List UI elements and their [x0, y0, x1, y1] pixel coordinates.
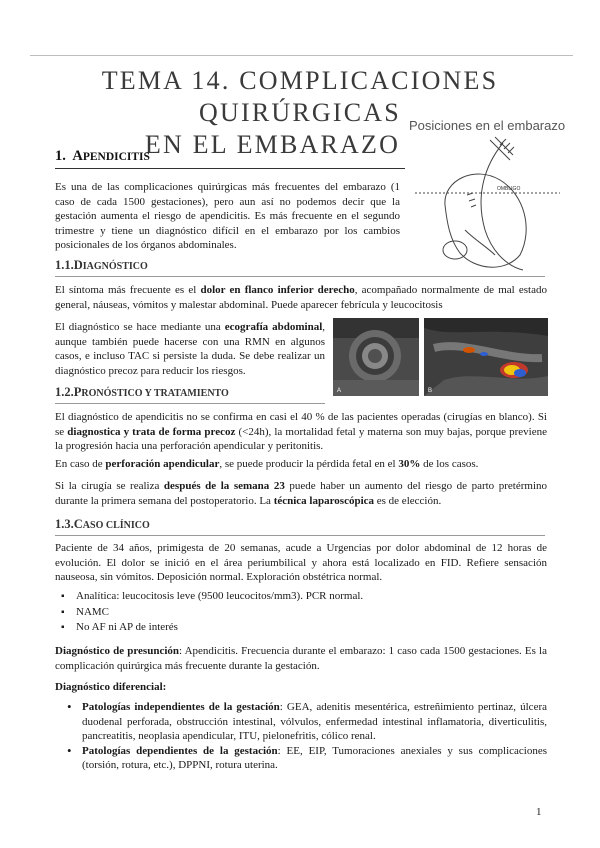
ultrasound-image-a — [333, 318, 419, 396]
section-rule — [55, 168, 405, 169]
ultrasound-label-a: A — [337, 388, 342, 394]
subsection-number: 1.1. — [55, 258, 74, 272]
title-line-1: TEMA 14. COMPLICACIONES QUIRÚRGICAS — [101, 66, 499, 127]
intro-paragraph: Es una de las complicaciones quirúrgicas más frecuentes del embarazo (1 caso de cada 1500 gestaciones), pero aun así no podemos decir que la gestación aumenta el riesgo de apendicitis. Es más frecuente en el segundo trimestre y tiene un diagnóstico difícil en el embarazo por los cambios posicionales de los órganos abdominales. — [55, 181, 400, 252]
presuncion-paragraph: Diagnóstico de presunción: Apendicitis. Frecuencia durante el embarazo: 1 caso cada 1500 gestaciones. Es la complicación quirúrgica más frecuente durante la gestación. — [55, 645, 547, 672]
subsection-initial: D — [73, 258, 83, 272]
subsection-rest: RONÓSTICO Y TRATAMIENTO — [81, 388, 229, 399]
pregnancy-position-diagram — [415, 135, 560, 275]
ultrasound-label-b: B — [428, 388, 433, 394]
pronostico-paragraph-2: En caso de perforación apendicular, se puede producir la pérdida fetal en el 30% de los casos. — [55, 458, 479, 470]
list-item: ▪ NAMC — [76, 605, 363, 621]
diagnostico-paragraph-2: El diagnóstico se hace mediante una ecografía abdominal, aunque también puede hacerse con una RMN en algunos casos, e incluso TAC si persiste la duda. Se debe realizar un diagnóstico precoz para reducir los riesgos. — [55, 321, 326, 377]
subsection-number: 1.3. — [55, 517, 74, 531]
subsection-heading-pronostico — [55, 385, 229, 400]
subsection-rule — [55, 276, 545, 277]
ultrasound-image-b — [424, 318, 548, 396]
section-heading-apendicitis — [55, 148, 150, 165]
pronostico-paragraph-1: El diagnóstico de apendicitis no se confirma en casi el 40 % de las pacientes operadas (cirugías en blanco). Si se diagnostica y trata de forma precoz (<24h), la mortalidad fetal y materna son muy bajas, porque previene la progresión hacia una perforación apendicular y peritonitis. — [55, 411, 548, 453]
subsection-heading-diagnostico — [55, 258, 148, 273]
section-number: 1. — [55, 148, 66, 164]
page-number: 1 — [536, 806, 542, 818]
subsection-rest: ASO CLÍNICO — [82, 520, 150, 531]
diagnostico-paragraph-1: El síntoma más frecuente es el dolor en flanco inferior derecho, acompañado normalmente de mal estado general, náuseas, vómitos y malestar abdominal. Puede aparecer febrícula y leucocitosis — [55, 284, 547, 311]
subsection-rule — [55, 535, 545, 536]
pronostico-paragraph-3: Si la cirugía se realiza después de la semana 23 puede haber un aumento del riesgo de parto pretérmino durante la primera semana del postoperatorio. La técnica laparoscópica es de elección. — [55, 480, 548, 507]
subsection-number: 1.2. — [55, 385, 74, 399]
subsection-rule — [55, 403, 325, 404]
caso-clinico-paragraph: Paciente de 34 años, primigesta de 20 semanas, acude a Urgencias por dolor abdominal de 12 horas de evolución. El dolor se inició en el área periumbilical y ahora está localizado en FID. Refiere sensación nauseosa, sin vómitos. Deposición normal. Exploración obstétrica normal. — [55, 542, 547, 584]
list-item: ▪ Analítica: leucocitosis leve (9500 leucocitos/mm3). PCR normal. — [76, 589, 363, 605]
diferencial-heading: Diagnóstico diferencial: — [55, 681, 167, 693]
section-rest: PENDICITIS — [82, 151, 150, 163]
subsection-initial: C — [73, 517, 83, 531]
subsection-heading-caso-clinico — [55, 517, 150, 532]
list-item: • Patologías dependientes de la gestación: EE, EIP, Tumoraciones anexiales y sus complicaciones (torsión, rotura, etc.), DPPNI, rotura uterina. — [82, 744, 547, 773]
subsection-initial: P — [73, 385, 82, 399]
diferencial-list — [82, 700, 547, 773]
figure-caption: Posiciones en el embarazo — [409, 118, 566, 133]
title-line-2: EN EL EMBARAZO — [144, 130, 401, 159]
section-initial: A — [72, 148, 83, 164]
caso-clinico-list — [76, 589, 363, 636]
top-rule — [30, 55, 573, 56]
list-item: • Patologías independientes de la gestación: GEA, adenitis mesentérica, estreñimiento pertinaz, úlcera duodenal perforada, obstrucción intestinal, vólvulos, enfermedad intestinal inflamatoria, diverticulitis, pancreatitis, neoplasia apendicular, ITU, pielonefritis, cólico renal. — [82, 700, 547, 744]
ombligo-label: OMBLIGO — [497, 186, 521, 192]
list-item: ▪ No AF ni AP de interés — [76, 620, 363, 636]
subsection-rest: IAGNÓSTICO — [82, 261, 148, 272]
